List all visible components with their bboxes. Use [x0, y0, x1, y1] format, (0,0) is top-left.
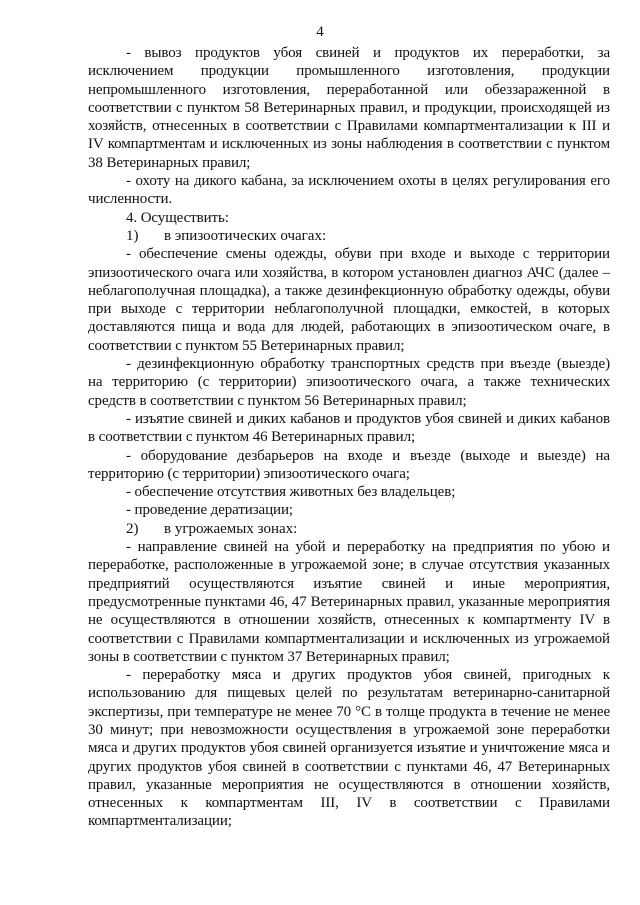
page-number: 4 — [316, 24, 324, 40]
list-item: - дезинфекционную обработку транспортных средств при въезде (выезде) на территорию (с территории) эпизоотического очага, а также технических средств в соответствии с пунктом 56 Ветеринарных правил; — [88, 356, 610, 409]
list-item: - переработку мяса и других продуктов убоя свиней, пригодных к использованию для пищевых целей по результатам ветеринарно-санитарной экспертизы, при температуре не менее 70 °С в толще продукта в течение не менее 30 минут; при невозможности осуществления в угрожаемой зоне переработки мяса и других продуктов убоя свиней организуется изъятие и уничтожение мяса и других продуктов убоя свиней в соответствии с пунктами 46, 47 Ветеринарных правил, указанные мероприятия не осуществляются в отношении хозяйств, отнесенных к компартментам III, IV в соответствии с Правилами компартментализации; — [88, 667, 610, 830]
paragraph-hunting-ban: - охоту на дикого кабана, за исключением охоты в целях регулирования его численности. — [88, 173, 610, 208]
paragraph-export-ban: - вывоз продуктов убоя свиней и продуктов их переработки, за исключением продукции промышленного изготовления, продукции непромышленного изготовления, переработанной или обеззараженной в соответствии с пунктом 58 Ветеринарных правил, и продукции, происходящей из хозяйств, отнесенных в соответствии с Правилами компартментализации к III и IV компартментам и исключенных из зоны наблюдения в соответствии с пунктом 38 Ветеринарных правил; — [88, 45, 610, 171]
document-body — [88, 44, 610, 831]
list-item: - оборудование дезбарьеров на входе и въезде (выходе и выезде) на территорию (с территории) эпизоотического очага; — [88, 447, 610, 482]
list-item: - проведение дератизации; — [126, 502, 293, 519]
subsection-2-number: 2) — [126, 520, 139, 537]
subsection-1-title: в эпизоотических очагах: — [164, 227, 327, 244]
list-item: - обеспечение отсутствия животных без владельцев; — [126, 484, 456, 501]
list-item: - направление свиней на убой и переработку на предприятия по убою и переработке, расположенные в угрожаемой зоне; в случае отсутствия указанных предприятий осуществляются изъятие свиней и иные мероприятия, предусмотренные пунктами 46, 47 Ветеринарных правил, указанные мероприятия не осуществляются в отношении хозяйств, отнесенных к компартменту IV в соответствии с Правилами компартментализации и исключенных из угрожаемой зоны в соответствии с пунктом 37 Ветеринарных правил; — [88, 539, 610, 665]
subsection-2-heading — [88, 520, 610, 538]
section-4-heading: 4. Осуществить: — [126, 209, 229, 226]
subsection-2-title: в угрожаемых зонах: — [164, 520, 298, 537]
list-item: - обеспечение смены одежды, обуви при входе и выходе с территории эпизоотического очага или хозяйства, в котором установлен диагноз АЧС (далее – неблагополучная площадка), а также дезинфекционную обработку одежды, обуви при выходе с территории неблагополучной площадки, емкостей, в которых доставляются пища и вода для людей, работающих в эпизоотическом очаге, в соответствии с пунктом 55 Ветеринарных правил; — [88, 246, 610, 354]
subsection-1-number: 1) — [126, 227, 139, 244]
list-item: - изъятие свиней и диких кабанов и продуктов убоя свиней и диких кабанов в соответствии с пунктом 46 Ветеринарных правил; — [88, 410, 610, 446]
subsection-1-heading — [88, 227, 610, 245]
